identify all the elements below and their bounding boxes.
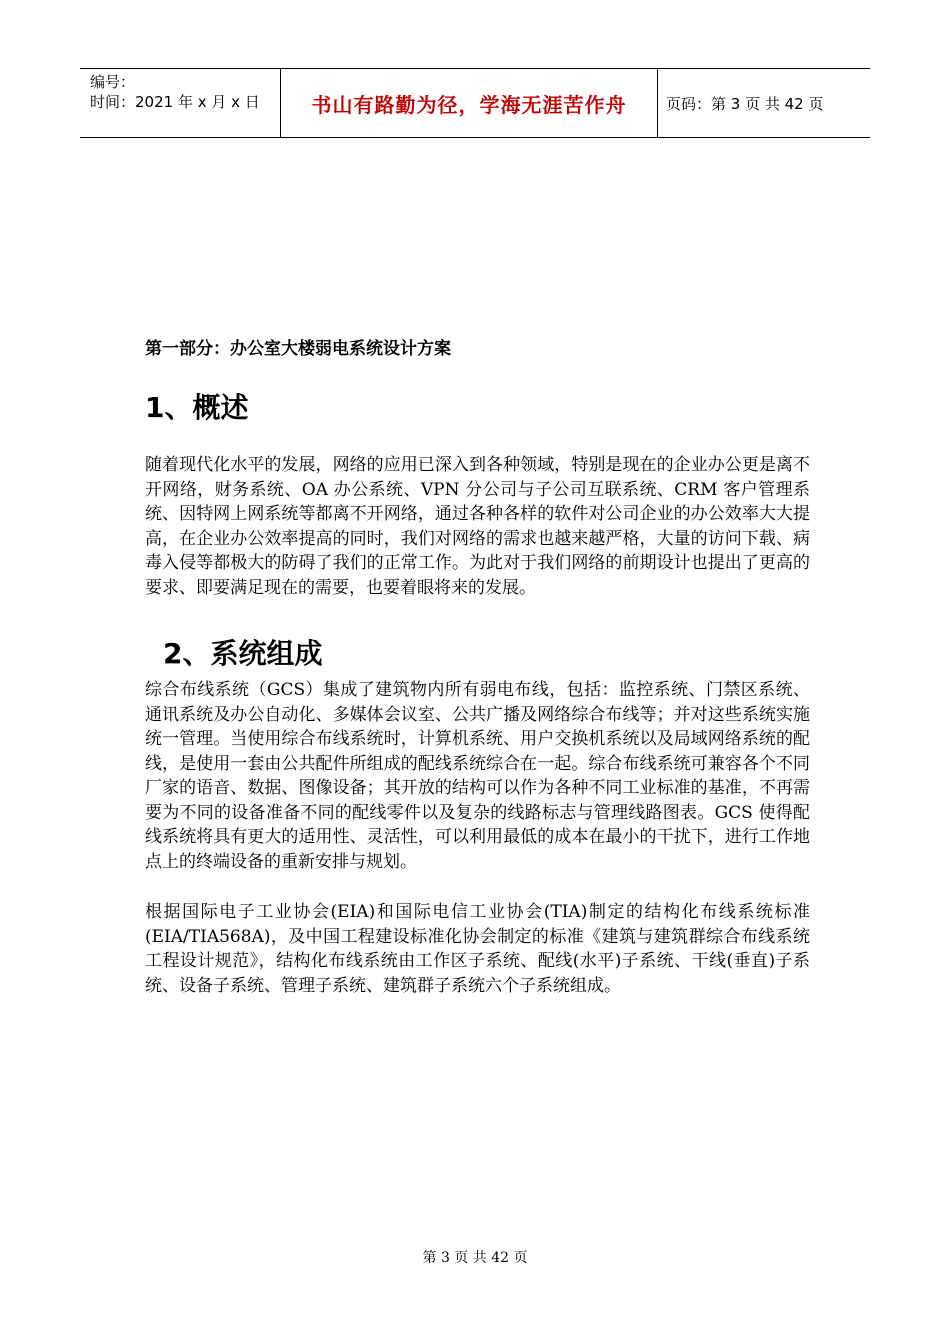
document-number-label: 编号：: [90, 73, 136, 91]
gcs-paragraph: 综合布线系统（GCS）集成了建筑物内所有弱电布线，包括：监控系统、门禁区系统、通讯系统及办公自动化、多媒体会议室、公共广播及网络综合布线等；并对这些系统实施统一管理。当使用综合布线系统时，计算机系统、用户交换机系统以及局域网络系统的配线，是使用一套由公共配件所组成的配线系统综合在一起。综合布线系统可兼容各个不同厂家的语音、数据、图像设备；其开放的结构可以作为各种不同工业标准的基准，不再需要为不同的设备准备不同的配线零件以及复杂的线路标志与管理线路图表。GCS 使得配线系统将具有更大的适用性、灵活性，可以利用最低的成本在最小的干扰下，进行工作地点上的终端设备的重新安排与规划。: [145, 680, 810, 872]
header-motto: 书山有路勤为径，学海无涯苦作舟: [280, 69, 658, 137]
standards-paragraph: 根据国际电子工业协会(EIA)和国际电信工业协会(TIA)制定的结构化布线系统标准(EIA/TIA568A)，及中国工程建设标准化协会制定的标准《建筑与建筑群综合布线系统工程设计规范》，结构化布线系统由工作区子系统、配线(水平)子系统、干线(垂直)子系统、设备子系统、管理子系统、建筑群子系统六个子系统组成。: [145, 902, 810, 996]
page-header: [80, 68, 870, 138]
overview-paragraph: 随着现代化水平的发展，网络的应用已深入到各种领域，特别是现在的企业办公更是离不开网络，财务系统、OA 办公系统、VPN 分公司与子公司互联系统、CRM 客户管理系统、因特网上网系统等都离不开网络，通过各种各样的软件对公司企业的办公效率大大提高，在企业办公效率提高的同时，我们对网络的需求也越来越严格，大量的访问下载、病毒入侵等都极大的防碍了我们的正常工作。为此对于我们网络的前期设计也提出了更高的要求、即要满足现在的需要，也要着眼将来的发展。: [145, 455, 810, 598]
document-date: 时间：2021 年 x 月 x 日: [90, 93, 260, 111]
header-page-indicator: 页码：第 3 页 共 42 页: [666, 94, 824, 113]
header-meta: [80, 69, 280, 137]
section-heading-system-composition: 2、系统组成: [163, 637, 323, 670]
page-footer: 第 3 页 共 42 页: [422, 1250, 528, 1266]
part-title: 第一部分：办公室大楼弱电系统设计方案: [145, 339, 451, 359]
section-heading-overview: 1、概述: [145, 391, 249, 424]
